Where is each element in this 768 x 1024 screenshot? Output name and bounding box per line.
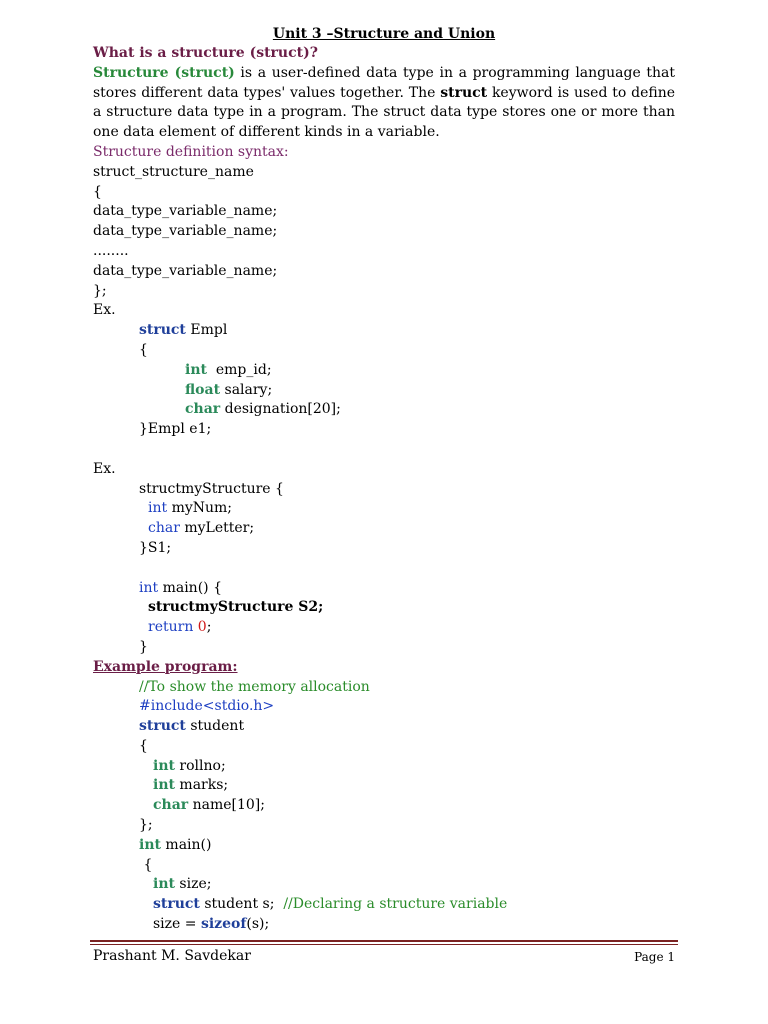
code-line: [93, 836, 675, 856]
code-line: }Empl e1;: [139, 421, 212, 438]
code-text: main(): [160, 836, 212, 853]
code-line: }: [139, 638, 148, 655]
code-text: myNum;: [167, 500, 233, 517]
page-title: Unit 3 –Structure and Union: [272, 26, 496, 42]
footer-divider: [90, 944, 678, 945]
syntax-line: data_type_variable_name;: [93, 223, 278, 240]
code-text: main() {: [158, 579, 222, 596]
keyword: float: [185, 381, 221, 398]
code-text: ;: [206, 619, 212, 636]
example-label: Ex.: [93, 302, 116, 319]
keyword: sizeof: [200, 916, 247, 933]
code-line: [93, 499, 675, 519]
syntax-line: ........: [93, 242, 129, 259]
intro-paragraph: [93, 64, 675, 143]
code-text: size =: [153, 916, 201, 933]
keyword: struct: [153, 896, 200, 913]
code-line: structmyStructure {: [139, 480, 284, 497]
intro-keyword: struct: [440, 84, 488, 101]
syntax-line: {: [93, 183, 102, 200]
code-text: myLetter;: [179, 520, 255, 537]
code-line: [93, 618, 675, 638]
code-line: };: [139, 817, 153, 834]
code-line: [93, 776, 675, 796]
page-number: Page 1: [634, 950, 675, 964]
code-text: marks;: [174, 777, 229, 794]
section-heading: What is a structure (struct)?: [93, 45, 318, 61]
keyword: int: [153, 876, 175, 893]
keyword: struct: [139, 322, 186, 339]
intro-text: is a user-defined data type in a programming language that stores different data types' values together. The: [93, 64, 675, 101]
code-line: [93, 757, 675, 777]
code-text: Empl: [185, 322, 228, 339]
keyword: int: [153, 757, 175, 774]
syntax-label: Structure definition syntax:: [93, 143, 289, 160]
example-program-heading: Example program:: [93, 658, 238, 675]
code-line: {: [139, 737, 148, 754]
keyword: int: [153, 777, 175, 794]
code-line: [93, 579, 675, 599]
example-label: Ex.: [93, 460, 116, 477]
blank-line: [93, 559, 675, 579]
keyword: int: [139, 579, 159, 596]
code-text: size;: [174, 876, 212, 893]
code-text: emp_id;: [206, 361, 272, 378]
code-text: (s);: [246, 916, 270, 933]
code-line: {: [139, 341, 148, 358]
intro-text-2: keyword is used to define a structure data type in a program. The struct data type stores one or more than one data element of different kinds in a variable.: [93, 84, 676, 141]
keyword: return: [148, 619, 194, 636]
code-include: #include<stdio.h>: [139, 698, 275, 715]
keyword: int: [185, 361, 207, 378]
code-line: [93, 915, 675, 935]
keyword: struct: [139, 718, 186, 735]
code-line: [93, 519, 675, 539]
code-line: structmyStructure S2;: [148, 599, 324, 616]
code-line: [93, 875, 675, 895]
blank-line: [93, 440, 675, 460]
code-line: {: [139, 856, 153, 873]
code-text: student: [185, 718, 245, 735]
keyword: char: [185, 401, 221, 418]
code-line: [93, 381, 675, 401]
footer-author: Prashant M. Savdekar: [93, 948, 251, 964]
code-line: [93, 796, 675, 816]
code-text: name[10];: [188, 797, 265, 814]
code-text: designation[20];: [220, 401, 341, 418]
syntax-line: data_type_variable_name;: [93, 203, 278, 220]
keyword: int: [139, 836, 161, 853]
keyword: char: [148, 520, 180, 537]
keyword: int: [148, 500, 168, 517]
intro-term: Structure (struct): [93, 64, 235, 81]
syntax-line: };: [93, 282, 107, 299]
code-line: [93, 717, 675, 737]
keyword: char: [153, 797, 189, 814]
code-comment: //To show the memory allocation: [139, 678, 370, 695]
syntax-line: data_type_variable_name;: [93, 262, 278, 279]
code-line: [93, 400, 675, 420]
syntax-line: struct_structure_name: [93, 163, 254, 180]
document-body: [93, 44, 675, 935]
code-text: rollno;: [174, 757, 226, 774]
code-line: [93, 895, 675, 915]
literal: 0: [197, 619, 207, 636]
code-line: [93, 321, 675, 341]
code-line: [93, 361, 675, 381]
code-text: student s;: [199, 896, 284, 913]
footer-divider: [90, 940, 678, 942]
code-line: }S1;: [139, 539, 172, 556]
code-text: salary;: [220, 381, 273, 398]
code-comment: //Declaring a structure variable: [283, 896, 508, 913]
